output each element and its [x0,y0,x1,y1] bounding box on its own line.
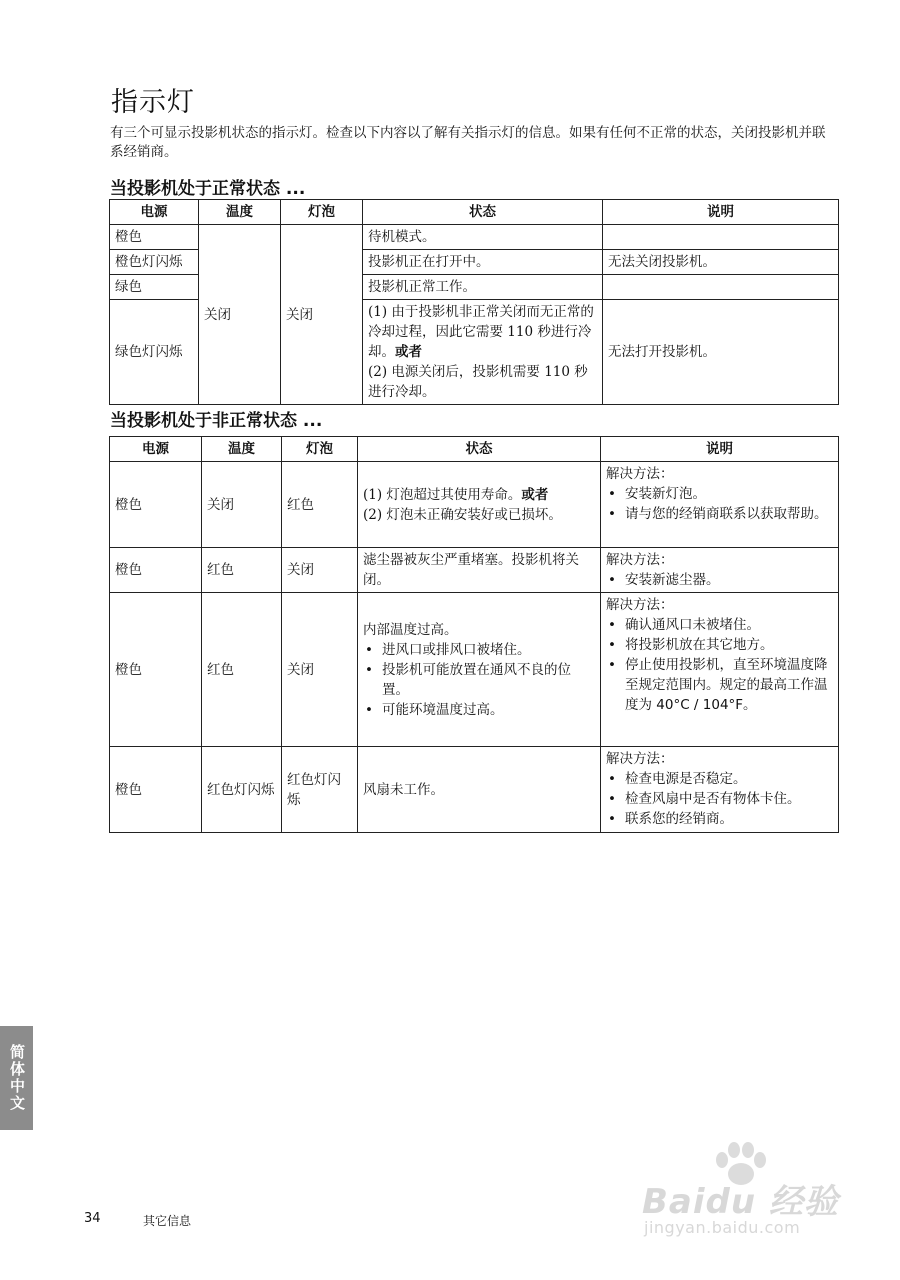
temp-cell: 关闭 [199,225,281,405]
status-list [363,640,595,720]
temp-cell: 红色灯闪烁 [202,747,282,833]
power-cell: 橙色 [110,747,202,833]
page-number: 34 [84,1211,101,1226]
header-lamp: 灯泡 [282,437,358,462]
lamp-cell: 红色灯闪烁 [282,747,358,833]
power-cell: 橙色 [110,225,199,250]
status-item: • 投影机可能放置在通风不良的位置。 [363,660,595,700]
table-row [110,548,839,593]
table-header-row [110,437,839,462]
table-row [110,225,839,250]
status-line-1: (1) 由于投影机非正常关闭而无正常的冷却过程，因此它需要 110 秒进行冷却。 [368,304,594,360]
language-tab: 简体中文 [0,1026,33,1130]
table-row [110,593,839,747]
solution-cell [601,747,839,833]
power-cell: 绿色灯闪烁 [110,300,199,405]
solution-item: • 联系您的经销商。 [606,809,833,829]
power-cell: 橙色灯闪烁 [110,250,199,275]
solution-item: • 请与您的经销商联系以获取帮助。 [606,504,833,524]
temp-cell: 关闭 [202,462,282,548]
table-header-row [110,200,839,225]
solution-cell [601,593,839,747]
header-temp: 温度 [199,200,281,225]
table-row [110,747,839,833]
solution-list [606,769,833,829]
footer-section-name: 其它信息 [143,1214,192,1228]
solution-item: • 停止使用投影机，直至环境温度降至规定范围内。规定的最高工作温度为 40°C / 104°F。 [606,655,833,715]
power-cell: 橙色 [110,462,202,548]
status-or: 或者 [395,344,422,360]
status-item: • 进风口或排风口被堵住。 [363,640,595,660]
normal-state-table [109,199,839,405]
solution-label: 解决方法： [606,552,674,568]
solution-item: • 确认通风口未被堵住。 [606,615,833,635]
temp-cell: 红色 [202,548,282,593]
solution-list [606,570,833,590]
power-cell: 绿色 [110,275,199,300]
solution-list [606,484,833,524]
status-line-2: (2) 灯泡未正确安装好或已损坏。 [363,506,562,523]
status-cell [358,462,601,548]
header-temp: 温度 [202,437,282,462]
watermark-logo: Baidu 经验 [642,1182,839,1222]
note-cell [603,225,839,250]
solution-label: 解决方法： [606,597,674,613]
lamp-cell: 关闭 [282,593,358,747]
status-cell: 投影机正常工作。 [363,275,603,300]
status-cell: 滤尘器被灰尘严重堵塞。投影机将关闭。 [358,548,601,593]
header-note: 说明 [601,437,839,462]
lamp-cell: 关闭 [282,548,358,593]
solution-label: 解决方法： [606,466,674,482]
status-or: 或者 [521,486,549,503]
section-title-normal: 当投影机处于正常状态 ... [110,179,306,199]
status-cell [363,300,603,405]
note-cell: 无法关闭投影机。 [603,250,839,275]
solution-cell [601,462,839,548]
solution-cell [601,548,839,593]
solution-list [606,615,833,715]
solution-item: • 检查风扇中是否有物体卡住。 [606,789,833,809]
watermark-url: jingyan.baidu.com [644,1218,801,1237]
table-row [110,462,839,548]
baidu-watermark [640,1140,850,1240]
header-status: 状态 [363,200,603,225]
solution-item: • 检查电源是否稳定。 [606,769,833,789]
note-cell [603,275,839,300]
status-intro: 内部温度过高。 [363,621,458,638]
header-status: 状态 [358,437,601,462]
intro-paragraph: 有三个可显示投影机状态的指示灯。检查以下内容以了解有关指示灯的信息。如果有任何不正常的状态，关闭投影机并联系经销商。 [110,125,826,160]
solution-item: • 将投影机放在其它地方。 [606,635,833,655]
solution-item: • 安装新滤尘器。 [606,570,833,590]
lamp-cell: 红色 [282,462,358,548]
abnormal-state-table [109,436,839,833]
power-cell: 橙色 [110,593,202,747]
solution-label: 解决方法： [606,751,674,767]
status-line-2: (2) 电源关闭后，投影机需要 110 秒进行冷却。 [368,364,588,400]
status-item: • 可能环境温度过高。 [363,700,595,720]
power-cell: 橙色 [110,548,202,593]
header-power: 电源 [110,437,202,462]
status-cell: 投影机正在打开中。 [363,250,603,275]
page-title: 指示灯 [111,87,195,118]
header-lamp: 灯泡 [281,200,363,225]
header-note: 说明 [603,200,839,225]
temp-cell: 红色 [202,593,282,747]
status-cell: 风扇未工作。 [358,747,601,833]
status-line-1: (1) 灯泡超过其使用寿命。 [363,486,522,503]
header-power: 电源 [110,200,199,225]
note-cell: 无法打开投影机。 [603,300,839,405]
lamp-cell: 关闭 [281,225,363,405]
solution-item: • 安装新灯泡。 [606,484,833,504]
section-title-abnormal: 当投影机处于非正常状态 ... [110,411,323,431]
status-cell: 待机模式。 [363,225,603,250]
status-cell [358,593,601,747]
